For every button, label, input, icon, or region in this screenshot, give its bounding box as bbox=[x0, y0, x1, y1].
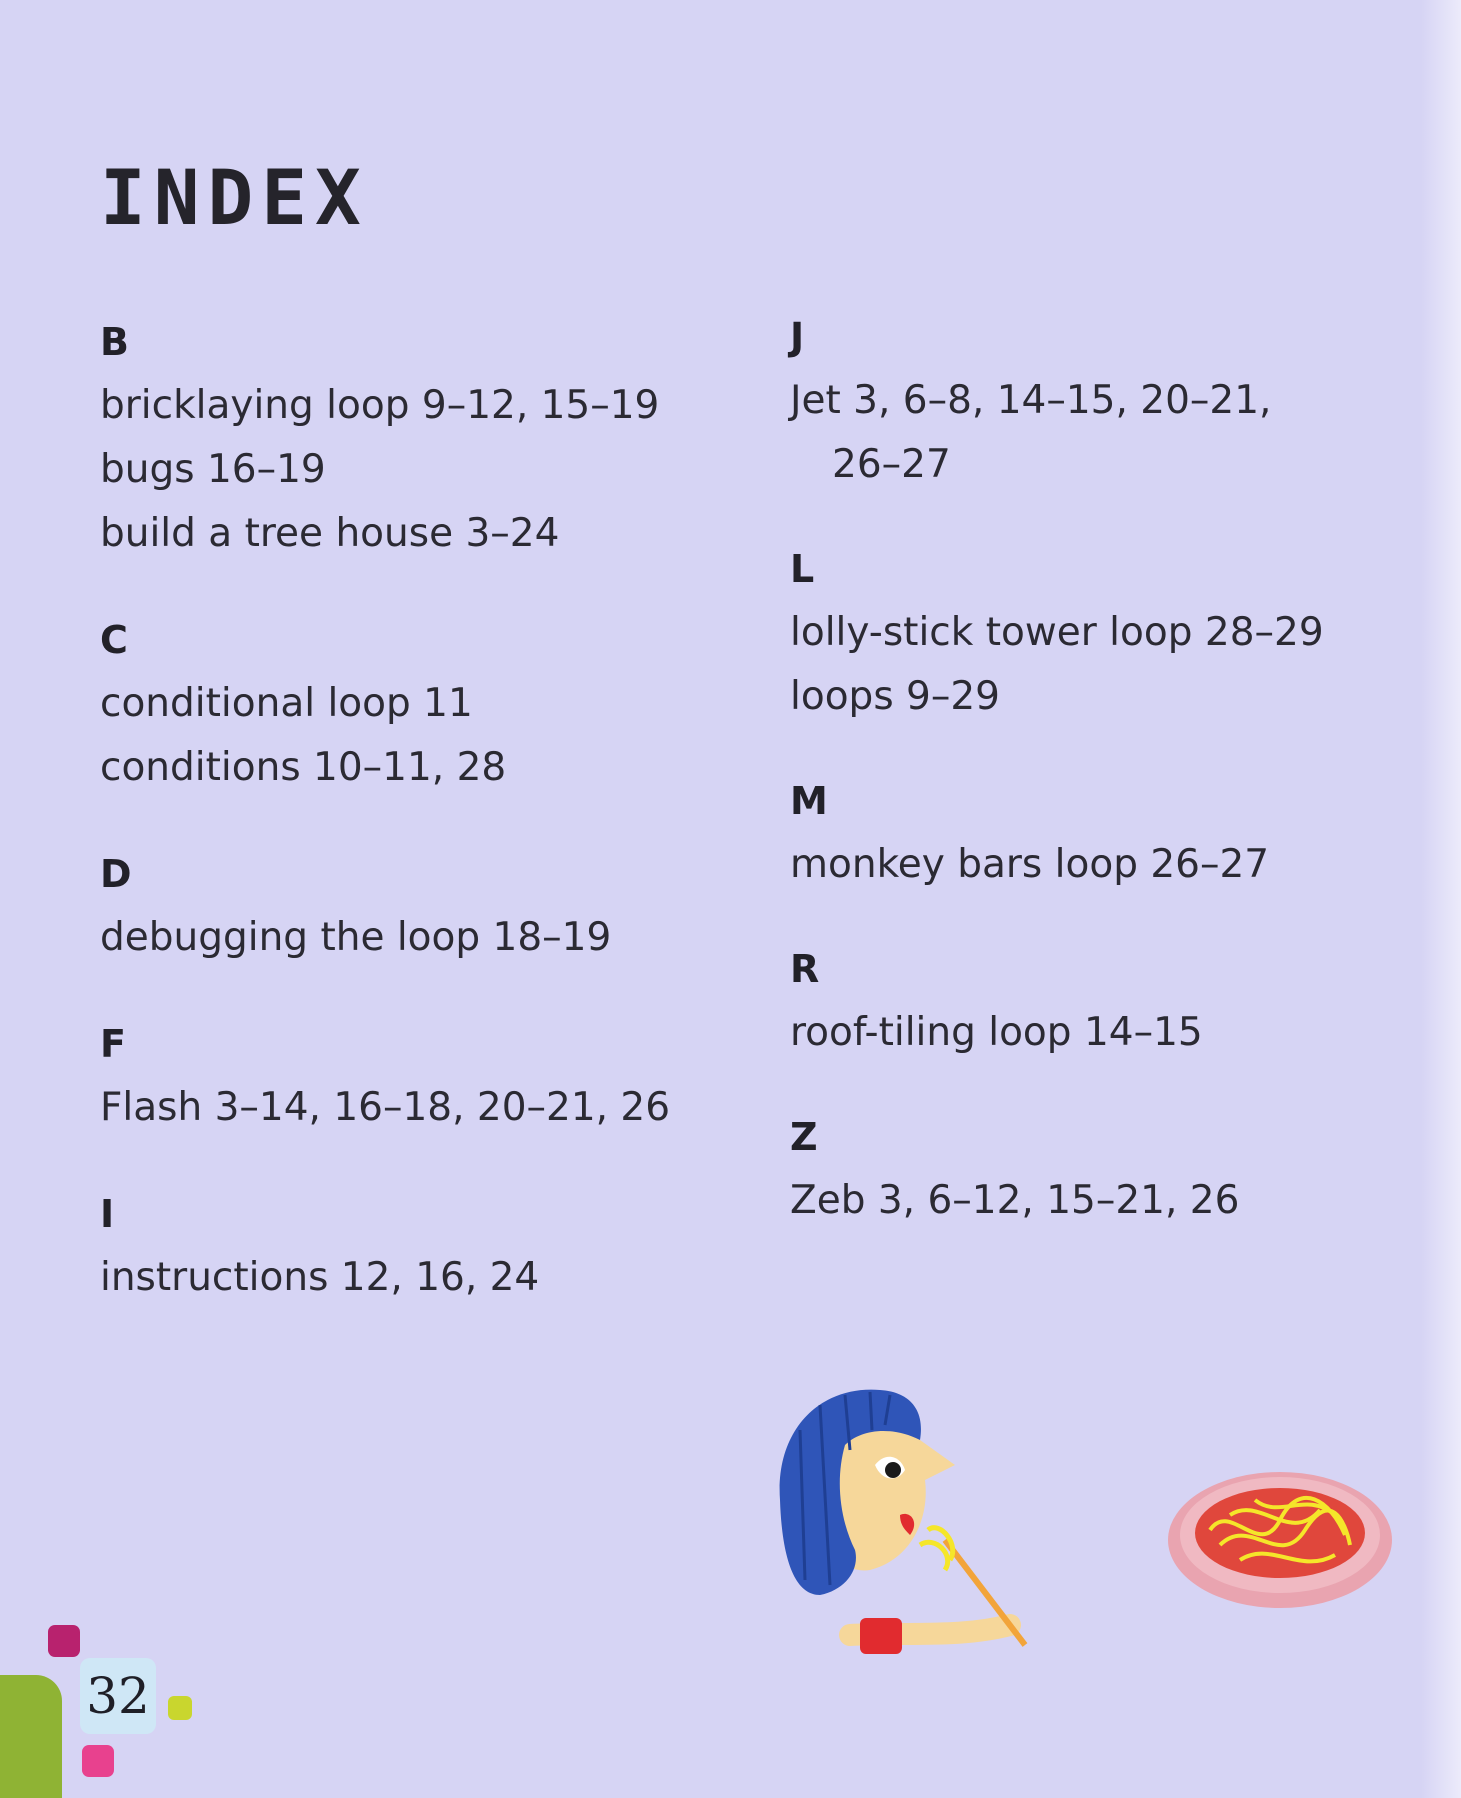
index-entry: roof-tiling loop 14–15 bbox=[790, 1010, 1203, 1055]
section-letter: L bbox=[790, 547, 815, 591]
plate-icon bbox=[1168, 1472, 1392, 1608]
index-section-c bbox=[100, 608, 740, 800]
index-entry: conditional loop 11 bbox=[100, 681, 473, 726]
section-letter: Z bbox=[790, 1115, 818, 1159]
section-letter: M bbox=[790, 779, 828, 823]
decor-square-magenta bbox=[48, 1625, 80, 1657]
index-entry: conditions 10–11, 28 bbox=[100, 745, 507, 790]
index-entry: loops 9–29 bbox=[790, 674, 1000, 719]
index-entry-continuation: 26–27 bbox=[832, 442, 951, 487]
index-entry: instructions 12, 16, 24 bbox=[100, 1255, 540, 1300]
index-entry: bugs 16–19 bbox=[100, 447, 326, 492]
index-section-m bbox=[790, 769, 1430, 897]
page-number: 32 bbox=[80, 1658, 156, 1734]
index-section-j bbox=[790, 305, 1430, 497]
index-entry: debugging the loop 18–19 bbox=[100, 915, 612, 960]
girl-icon bbox=[780, 1390, 1025, 1654]
index-entry: Jet 3, 6–8, 14–15, 20–21, bbox=[790, 378, 1272, 423]
section-letter: C bbox=[100, 618, 128, 662]
section-letter: B bbox=[100, 320, 129, 364]
index-column-left bbox=[100, 310, 740, 1310]
index-entry: build a tree house 3–24 bbox=[100, 511, 560, 556]
index-entry: monkey bars loop 26–27 bbox=[790, 842, 1270, 887]
page-tab bbox=[0, 1675, 62, 1798]
index-entry: bricklaying loop 9–12, 15–19 bbox=[100, 383, 660, 428]
spaghetti-illustration bbox=[760, 1370, 1420, 1670]
section-letter: D bbox=[100, 852, 132, 896]
index-section-i bbox=[100, 1182, 740, 1310]
page-title: INDEX bbox=[100, 153, 369, 242]
decor-square-yellow bbox=[168, 1696, 192, 1720]
index-section-f bbox=[100, 1012, 740, 1140]
index-column-right bbox=[790, 305, 1430, 1233]
section-letter: F bbox=[100, 1022, 126, 1066]
index-section-d bbox=[100, 842, 740, 970]
section-letter: J bbox=[790, 315, 805, 359]
section-letter: I bbox=[100, 1192, 115, 1236]
index-section-z bbox=[790, 1105, 1430, 1233]
index-entry: Flash 3–14, 16–18, 20–21, 26 bbox=[100, 1085, 671, 1130]
decor-square-pink bbox=[82, 1745, 114, 1777]
index-section-r bbox=[790, 937, 1430, 1065]
index-entry: Zeb 3, 6–12, 15–21, 26 bbox=[790, 1178, 1240, 1223]
section-letter: R bbox=[790, 947, 820, 991]
index-section-l bbox=[790, 537, 1430, 729]
index-entry: lolly-stick tower loop 28–29 bbox=[790, 610, 1324, 655]
index-section-b bbox=[100, 310, 740, 566]
